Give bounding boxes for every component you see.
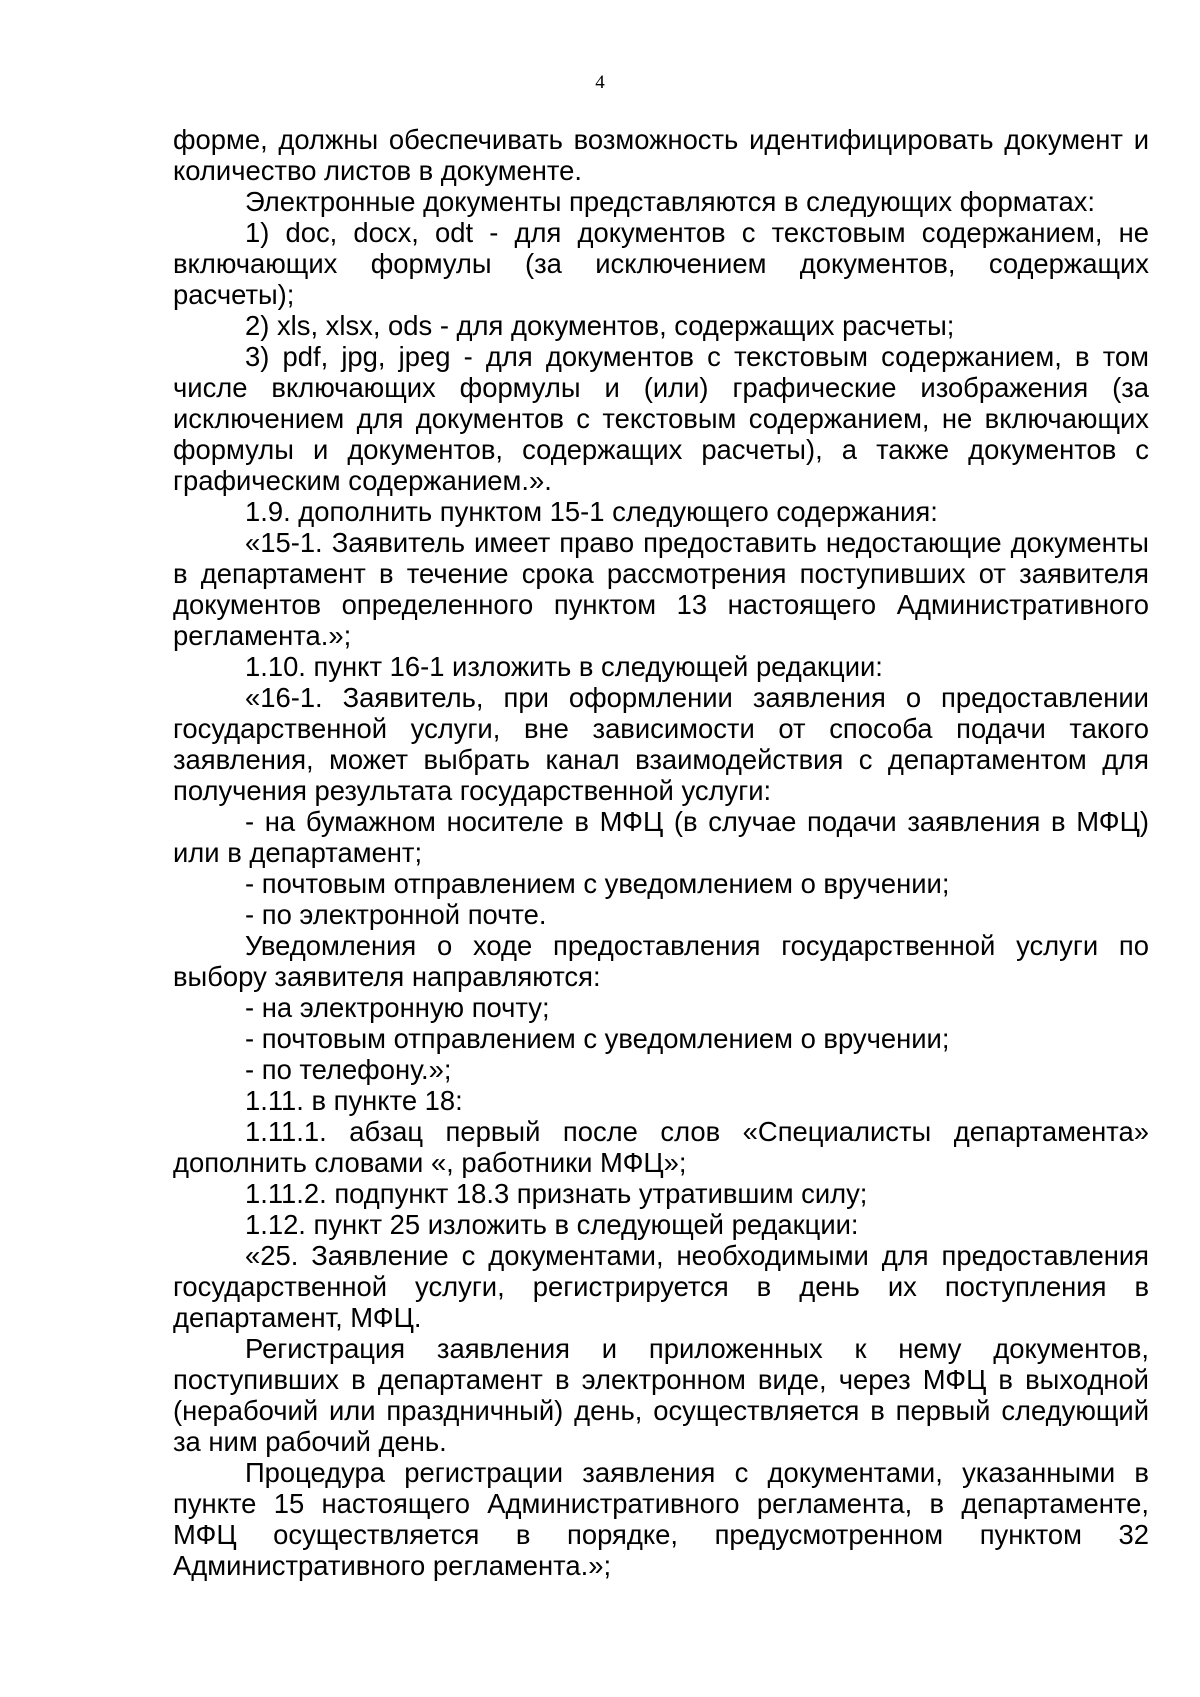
paragraph: 1.9. дополнить пунктом 15-1 следующего содержания: <box>245 496 938 527</box>
paragraph: Электронные документы представляются в следующих форматах: <box>245 186 1095 217</box>
paragraph: 1.12. пункт 25 изложить в следующей редакции: <box>245 1209 859 1240</box>
paragraph: - почтовым отправлением с уведомлением о вручении; <box>245 1023 950 1054</box>
paragraph: 1.10. пункт 16-1 изложить в следующей редакции: <box>245 651 883 682</box>
paragraph: Уведомления о ходе предоставления государственной услуги по выбору заявителя направляются: <box>173 930 1149 992</box>
paragraph: 3) pdf, jpg, jpeg - для документов с текстовым содержанием, в том числе включающих формулы и (или) графические изображения (за исключением для документов с текстовым содержанием, не включающих формулы и документов, содержащих расчеты), а также документов с графическим содержанием.». <box>173 341 1149 496</box>
page-number: 4 <box>595 72 605 93</box>
paragraph: Процедура регистрации заявления с документами, указанными в пункте 15 настоящего Административного регламента, в департаменте, МФЦ осуществляется в порядке, предусмотренном пунктом 32 Административного регламента.»; <box>173 1457 1149 1581</box>
paragraph: Регистрация заявления и приложенных к нему документов, поступивших в департамент в электронном виде, через МФЦ в выходной (нерабочий или праздничный) день, осуществляется в первый следующий за ним рабочий день. <box>173 1333 1149 1457</box>
paragraph: 1.11.2. подпункт 18.3 признать утратившим силу; <box>245 1178 868 1209</box>
paragraph: «16-1. Заявитель, при оформлении заявления о предоставлении государственной услуги, вне зависимости от способа подачи такого заявления, может выбрать канал взаимодействия с департаментом для получения результата государственной услуги: <box>173 682 1149 806</box>
paragraph: 1) doc, docx, odt - для документов с текстовым содержанием, не включающих формулы (за исключением документов, содержащих расчеты); <box>173 217 1149 310</box>
paragraph: - на электронную почту; <box>245 992 550 1023</box>
paragraph: - по телефону.»; <box>245 1054 452 1085</box>
paragraph: - почтовым отправлением с уведомлением о вручении; <box>245 868 950 899</box>
paragraph: «15-1. Заявитель имеет право предоставить недостающие документы в департамент в течение срока рассмотрения поступивших от заявителя документов определенного пунктом 13 настоящего Административного регламента.»; <box>173 527 1149 651</box>
paragraph: 1.11.1. абзац первый после слов «Специалисты департамента» дополнить словами «, работники МФЦ»; <box>173 1116 1149 1178</box>
paragraph: 2) xls, xlsx, ods - для документов, содержащих расчеты; <box>245 310 955 341</box>
paragraph: - по электронной почте. <box>245 899 547 930</box>
paragraph: - на бумажном носителе в МФЦ (в случае подачи заявления в МФЦ) или в департамент; <box>173 806 1149 868</box>
paragraph: «25. Заявление с документами, необходимыми для предоставления государственной услуги, регистрируется в день их поступления в департамент, МФЦ. <box>173 1240 1149 1333</box>
paragraph: форме, должны обеспечивать возможность идентифицировать документ и количество листов в документе. <box>173 124 1149 186</box>
paragraph: 1.11. в пункте 18: <box>245 1085 463 1116</box>
document-body <box>173 124 1149 1581</box>
